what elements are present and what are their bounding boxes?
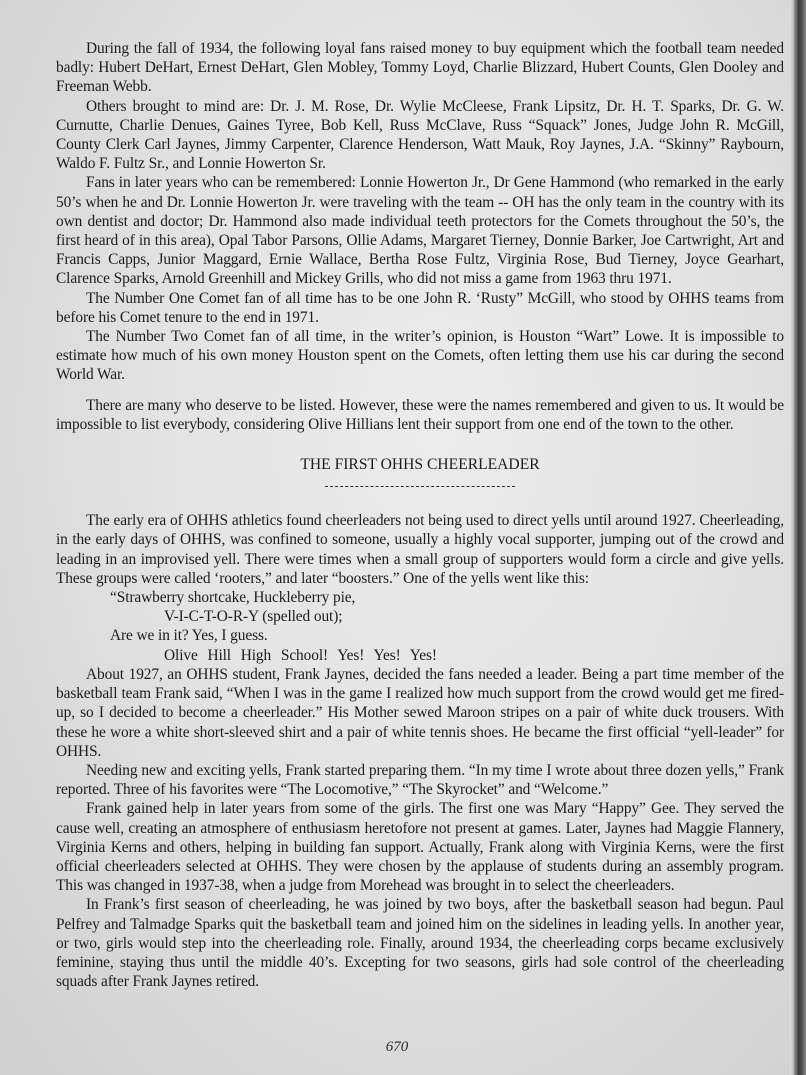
page-number: 670	[385, 1039, 409, 1055]
paragraph-early-era: The early era of OHHS athletics found cheerleaders not being used to direct yells until around 1927. Cheerleading, in the early days of OHHS, was confined to someone, usually a highly vocal supporter, jumping out of the crowd and leading in an improvised yell. There were times when a small group of supporters would form a circle and give yells. These groups were called ‘rooters,” and later “boosters.” One of the yells went like this:	[56, 512, 784, 587]
page-text	[56, 39, 784, 991]
paragraph-new-yells: Needing new and exciting yells, Frank started preparing them. “In my time I wrote about three dozen yells,” Frank reported. Three of his favorites were “The Locomotive,” “The Skyrocket” and “Welcome.”	[56, 761, 784, 799]
paragraph-number-two-fan: The Number Two Comet fan of all time, in the writer’s opinion, is Houston “Wart” Lowe. It is impossible to estimate how much of his own money Houston spent on the Comets, often letting them use his car during the second World War.	[56, 328, 784, 384]
paragraph-number-one-fan: The Number One Comet fan of all time has to be one John R. ‘Rusty” McGill, who stood by OHHS teams from before his Comet tenure to the end in 1971.	[56, 289, 784, 326]
yell-line-2: V-I-C-T-O-R-Y (spelled out);	[164, 608, 343, 626]
paragraph-closing: There are many who deserve to be listed. However, these were the names remembered and given to us. It would be impossible to list everybody, considering Olive Hillians lent their support from one end of the town to the other.	[56, 396, 784, 433]
yell-line-4: Olive Hill High School! Yes! Yes! Yes!	[164, 646, 437, 664]
paragraph-first-season: In Frank’s first season of cheerleading, he was joined by two boys, after the basketball season had begun. Paul Pelfrey and Talmadge Sparks quit the basketball team and joined him on the sidelines in leading yells. In another year, or two, girls would step into the cheerleading role. Finally, around 1934, the cheerleading corps became exclusively feminine, staying thus until the middle 40’s. Excepting for two seasons, girls had sole control of the cheerleading squads after Frank Jaynes retired.	[56, 896, 784, 991]
paragraph-later-fans: Fans in later years who can be remembered: Lonnie Howerton Jr., Dr Gene Hammond (who remarked in the early 50’s when he and Dr. Lonnie Howerton Jr. were traveling with the team -- OH has the only team in the country with its own dentist and doctor; Dr. Hammond also made individual teeth protectors for the Comets throughout the 50’s, the first heard of in this area), Opal Tabor Parsons, Ollie Adams, Margaret Tierney, Donnie Barker, Joe Cartwright, Art and Francis Capps, Junior Maggard, Ernie Wallace, Bertha Rose Fultz, Virginia Rose, Bud Tierney, Joyce Gearhart, Clarence Sparks, Arnold Greenhill and Mickey Grills, who did not miss a game from 1963 thru 1971.	[56, 174, 784, 288]
yell-line-3: Are we in it? Yes, I guess.	[110, 627, 268, 645]
book-binding	[794, 0, 806, 1075]
paragraph-fans-1934: During the fall of 1934, the following loyal fans raised money to buy equipment which the football team needed badly: Hubert DeHart, Ernest DeHart, Glen Mobley, Tommy Loyd, Charlie Blizzard, Hubert Counts, Glen Dooley and Freeman Webb.	[56, 40, 784, 96]
yell-line-1: “Strawberry shortcake, Huckleberry pie,	[110, 589, 356, 607]
paragraph-girls-help: Frank gained help in later years from some of the girls. The first one was Mary “Happy” Gee. They served the cause well, creating an atmosphere of enthusiasm heretofore not present at games. Later, Jaynes had Maggie Flannery, Virginia Kerns and others, helping in building fan support. Actually, Frank along with Virginia Kerns, were the first official cheerleaders selected at OHHS. They were chosen by the applause of students during an assembly program. This was changed in 1937-38, when a judge from Morehead was brought in to select the cheerleaders.	[56, 800, 784, 895]
paragraph-others: Others brought to mind are: Dr. J. M. Rose, Dr. Wylie McCleese, Frank Lipsitz, Dr. H. T. Sparks, Dr. G. W. Curnutte, Charlie Denues, Gaines Tyree, Bob Kell, Russ McClave, Russ “Squack” Jones, Judge John R. McGill, County Clerk Carl Jaynes, Jimmy Carpenter, Clarence Henderson, Watt Mauk, Roy Jaynes, J.A. “Skinny” Raybourn, Waldo F. Fultz Sr., and Lonnie Howerton Sr.	[56, 97, 784, 173]
heading-divider	[325, 478, 515, 487]
section-heading: THE FIRST OHHS CHEERLEADER	[300, 456, 540, 474]
paragraph-frank-jaynes: About 1927, an OHHS student, Frank Jaynes, decided the fans needed a leader. Being a part time member of the basketball team Frank said, “When I was in the game I realized how much support from the crowd would get me fired-up, so I decided to become a cheerleader.” His Mother sewed Maroon stripes on a pair of white duck trousers. With these he wore a white short-sleeved shirt and a pair of white tennis shoes. He became the first official “yell-leader” for OHHS.	[56, 665, 784, 760]
